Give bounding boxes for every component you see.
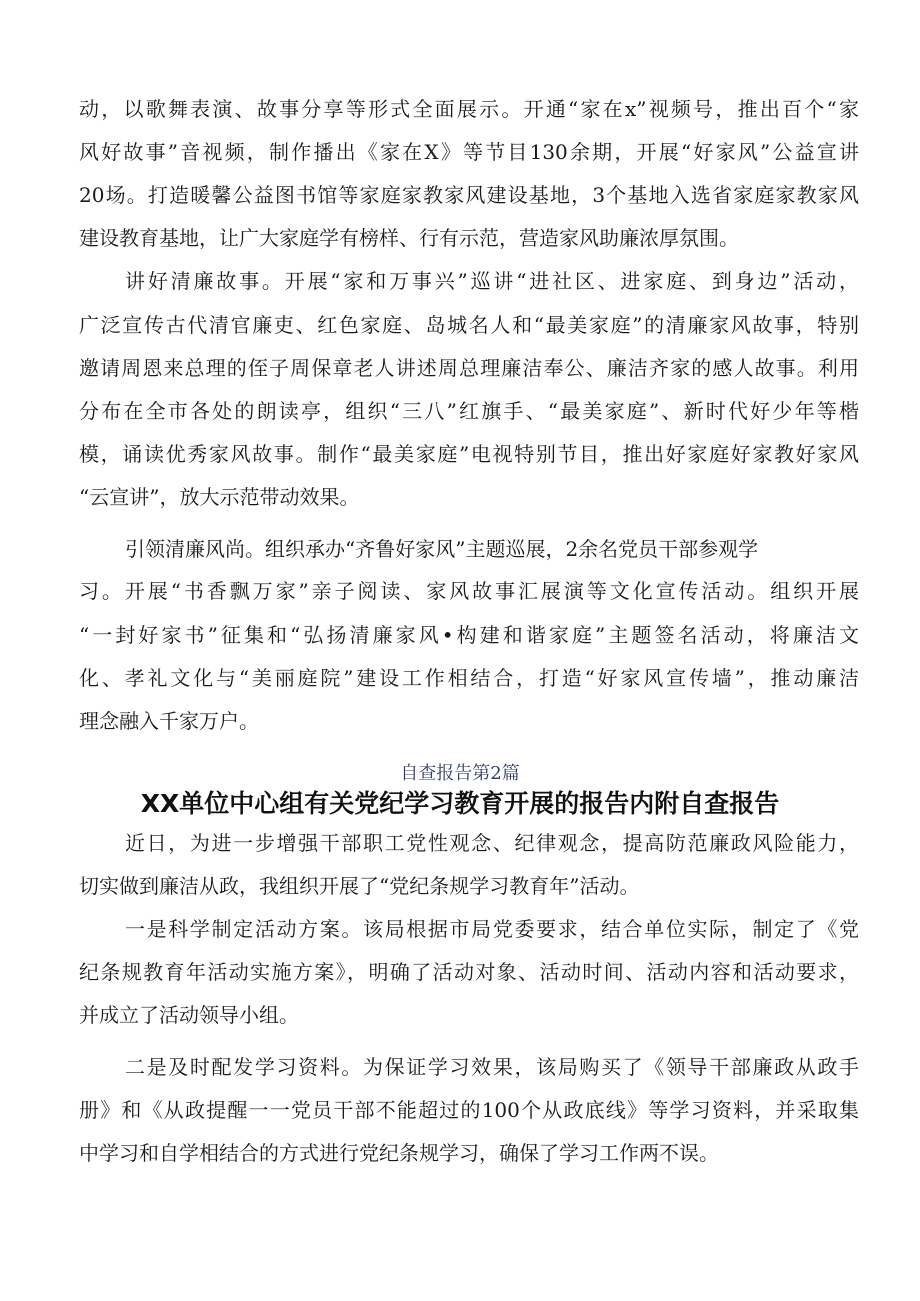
text-line: 20场。打造暖馨公益图书馆等家庭家教家风建设基地，3个基地入选省家庭家教家风 xyxy=(79,183,859,207)
text-line: 习。开展“书香飘万家”亲子阅读、家风故事汇展演等文化宣传活动。组织开展 xyxy=(79,579,859,603)
text-line: 理念融入千家万户。 xyxy=(79,709,259,733)
text-line: 邀请周恩来总理的侄子周保章老人讲述周总理廉洁奉公、廉洁齐家的感人故事。利用 xyxy=(79,356,859,380)
text-line: 讲好清廉故事。开展“家和万事兴”巡讲“进社区、进家庭、到身边”活动， xyxy=(125,269,859,293)
section-label: 自查报告第2篇 xyxy=(400,763,520,784)
text-line: 模，诵读优秀家风故事。制作“最美家庭”电视特别节目，推出好家庭好家教好家风 xyxy=(79,442,859,466)
text-line: 化、孝礼文化与“美丽庭院”建设工作相结合，打造“好家风宣传墙”，推动廉洁 xyxy=(79,666,859,690)
text-line: 册》和《从政提醒一一党员干部不能超过的100个从政底线》等学习资料，并采取集 xyxy=(79,1098,859,1122)
text-line: 切实做到廉洁从政，我组织开展了“党纪条规学习教育年”活动。 xyxy=(79,874,640,898)
document-title: XX单位中心组有关党纪学习教育开展的报告内附自查报告 xyxy=(140,789,780,818)
text-line: “一封好家书”征集和“弘扬清廉家风•构建和谐家庭”主题签名活动，将廉洁文 xyxy=(79,623,859,647)
text-line: 引领清廉风尚。组织承办“齐鲁好家风”主题巡展，2余名党员干部参观学 xyxy=(125,537,759,561)
text-line: 动，以歌舞表演、故事分享等形式全面展示。开通“家在x”视频号，推出百个“家 xyxy=(79,97,859,121)
text-line: 纪条规教育年活动实施方案》，明确了活动对象、活动时间、活动内容和活动要求， xyxy=(79,960,859,984)
text-line: 风好故事”音视频，制作播出《家在X》等节目130余期，开展“好家风”公益宣讲 xyxy=(79,140,859,164)
text-line: 近日，为进一步增强干部职工党性观念、纪律观念，提高防范廉政风险能力， xyxy=(125,831,859,855)
text-line: 广泛宣传古代清官廉吏、红色家庭、岛城名人和“最美家庭”的清廉家风故事，特别 xyxy=(79,313,859,337)
text-line: 并成立了活动领导小组。 xyxy=(79,1003,299,1027)
text-line: 中学习和自学相结合的方式进行党纪条规学习，确保了学习工作两不误。 xyxy=(79,1141,719,1165)
text-line: “云宣讲”，放大示范带动效果。 xyxy=(79,485,360,509)
text-line: 分布在全市各处的朗读亭，组织“三八”红旗手、“最美家庭”、新时代好少年等楷 xyxy=(79,399,859,423)
text-line: 一是科学制定活动方案。该局根据市局党委要求，结合单位实际，制定了《党 xyxy=(125,917,859,941)
text-line: 二是及时配发学习资料。为保证学习效果，该局购买了《领导干部廉政从政手 xyxy=(125,1055,859,1079)
text-line: 建设教育基地，让广大家庭学有榜样、行有示范，营造家风助廉浓厚氛围。 xyxy=(79,226,739,250)
